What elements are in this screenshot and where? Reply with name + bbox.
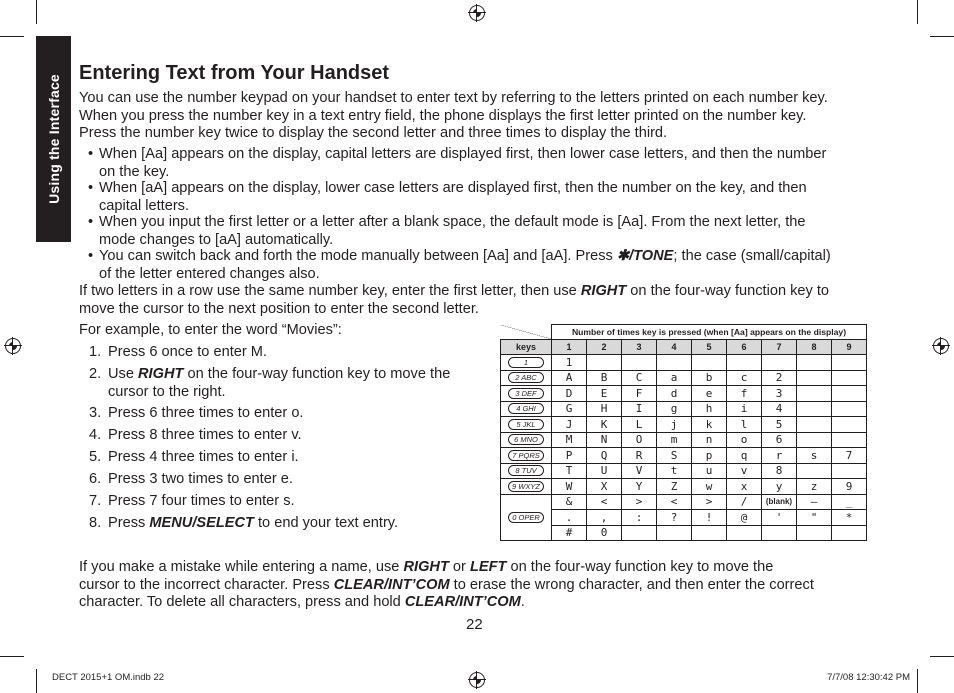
table-row: [501, 417, 867, 433]
table-cell: O: [622, 432, 657, 448]
table-cell: *: [832, 510, 867, 526]
bullet-text: When [aA] appears on the display, lower case letters are displayed first, then the number on the key, and then: [99, 180, 807, 196]
bullet-dot: •: [88, 214, 94, 230]
table-cell: h: [692, 401, 727, 417]
table-cell: ': [762, 510, 797, 526]
bullet-dot: •: [88, 248, 94, 264]
table-cell: !: [692, 510, 727, 526]
table-cell: [657, 525, 692, 541]
table-cell: G: [552, 401, 587, 417]
table-cell: [832, 386, 867, 402]
intro-line: When you press the number key in a text entry field, the phone displays the first letter printed on the number key.: [79, 107, 807, 124]
table-cell: [797, 386, 832, 402]
table-row: [501, 525, 867, 541]
key-name: RIGHT: [580, 283, 627, 299]
keypad-key-icon: 0 OPER: [508, 512, 544, 523]
key-name: RIGHT: [403, 559, 449, 575]
table-cell: J: [552, 417, 587, 433]
bullet-item: [88, 146, 889, 181]
table-cell: [727, 355, 762, 371]
table-cell: >: [692, 494, 727, 510]
table-cell: g: [657, 401, 692, 417]
keys-header: keys: [501, 340, 552, 355]
table-cell: 5: [762, 417, 797, 433]
table-cell: [797, 401, 832, 417]
table-cell: R: [622, 448, 657, 464]
key-cell: [501, 463, 552, 479]
tone-key-label: /TONE: [629, 248, 674, 264]
table-cell: [762, 525, 797, 541]
table-row: [501, 479, 867, 495]
table-cell: &: [552, 494, 587, 510]
table-cell: <: [657, 494, 692, 510]
table-cell: r: [762, 448, 797, 464]
table-cell: (blank): [762, 494, 797, 510]
table-row: [501, 510, 867, 526]
table-cell: A: [552, 370, 587, 386]
table-cell: [622, 355, 657, 371]
table-cell: w: [692, 479, 727, 495]
table-cell: L: [622, 417, 657, 433]
column-header: 3: [622, 340, 657, 355]
table-row: [501, 463, 867, 479]
bullet-text: mode changes to [aA] automatically.: [99, 231, 334, 248]
table-cell: [832, 432, 867, 448]
table-cell: o: [727, 432, 762, 448]
table-row: [501, 494, 867, 510]
table-cell: [797, 525, 832, 541]
table-cell: q: [727, 448, 762, 464]
table-cell: –: [797, 494, 832, 510]
key-cell: [501, 355, 552, 371]
table-cell: k: [692, 417, 727, 433]
bullet-text: on the key.: [99, 163, 170, 180]
table-cell: [622, 525, 657, 541]
table-cell: I: [622, 401, 657, 417]
crop-mark: [930, 656, 954, 657]
table-cell: 7: [832, 448, 867, 464]
table-cell: v: [727, 463, 762, 479]
key-cell: [501, 401, 552, 417]
footer-file: DECT 2015+1 OM.indb 22: [52, 672, 165, 683]
table-cell: [797, 370, 832, 386]
table-cell: H: [587, 401, 622, 417]
bullet-item: [88, 180, 889, 215]
column-header: 1: [552, 340, 587, 355]
key-name: MENU/SELECT: [149, 515, 254, 531]
crop-mark: [36, 669, 37, 693]
step-item: 6. Press 3 two times to enter e.: [89, 471, 293, 487]
table-cell: i: [727, 401, 762, 417]
crop-mark: [36, 0, 37, 24]
step-item: 7. Press 7 four times to enter s.: [89, 493, 295, 509]
page-number: 22: [466, 616, 483, 633]
bullet-text: ; the case (small/capital): [673, 248, 831, 264]
table-cell: Y: [622, 479, 657, 495]
step-item: 8. Press MENU/SELECT to end your text entry.: [89, 515, 399, 531]
page-title: Entering Text from Your Handset: [79, 62, 390, 84]
table-caption: Number of times key is pressed (when [Aa] appears on the display): [552, 325, 867, 340]
table-cell: m: [657, 432, 692, 448]
table-cell: 1: [552, 355, 587, 371]
registration-mark-icon: [468, 671, 486, 689]
table-cell: d: [657, 386, 692, 402]
table-cell: [692, 525, 727, 541]
key-name: CLEAR/INT’COM: [404, 594, 521, 610]
same-key-paragraph: If two letters in a row use the same number key, enter the first letter, then use RIGHT on the four-way function key to move the cursor to the next position to enter the second letter.: [79, 283, 830, 317]
key-cell: [501, 432, 552, 448]
table-cell: [832, 525, 867, 541]
table-cell: [692, 355, 727, 371]
crop-mark: [0, 656, 24, 657]
table-cell: >: [622, 494, 657, 510]
table-cell: W: [552, 479, 587, 495]
bullet-item: [88, 214, 889, 249]
star-tone-key: [617, 248, 674, 264]
table-cell: n: [692, 432, 727, 448]
table-cell: z: [797, 479, 832, 495]
table-cell: B: [587, 370, 622, 386]
column-header: 7: [762, 340, 797, 355]
step-item: 4. Press 8 three times to enter v.: [89, 427, 302, 443]
table-cell: u: [692, 463, 727, 479]
table-cell: [797, 355, 832, 371]
table-cell: <: [587, 494, 622, 510]
table-cell: V: [622, 463, 657, 479]
key-name: CLEAR/INT’COM: [333, 576, 450, 593]
key-cell: [501, 417, 552, 433]
table-row: [501, 401, 867, 417]
keypad-key-icon: 8 TUV: [508, 465, 544, 476]
bullet-item: [88, 248, 889, 283]
key-cell: [501, 494, 552, 541]
table-cell: C: [622, 370, 657, 386]
table-cell: [727, 525, 762, 541]
keypad-key-icon: 2 ABC: [508, 372, 544, 383]
keypad-key-icon: 1: [508, 357, 544, 368]
bullet-text: capital letters.: [99, 197, 190, 214]
table-cell: 6: [762, 432, 797, 448]
table-cell: 2: [762, 370, 797, 386]
table-cell: [832, 463, 867, 479]
table-cell: [832, 370, 867, 386]
registration-mark-icon: [932, 337, 950, 355]
table-cell: D: [552, 386, 587, 402]
keypad-key-icon: 6 MNO: [508, 434, 544, 445]
table-cell: _: [832, 494, 867, 510]
table-cell: F: [622, 386, 657, 402]
keypad-key-icon: 5 JKL: [508, 419, 544, 430]
table-cell: M: [552, 432, 587, 448]
column-header: 5: [692, 340, 727, 355]
asterisk-icon: ✱: [616, 248, 630, 264]
column-header: 9: [832, 340, 867, 355]
keypad-key-icon: 9 WXYZ: [508, 481, 544, 492]
table-cell: S: [657, 448, 692, 464]
table-row: [501, 370, 867, 386]
table-cell: j: [657, 417, 692, 433]
bullet-text: When [Aa] appears on the display, capital letters are displayed first, then lower case letters, and then the number: [99, 146, 827, 162]
table-cell: [657, 355, 692, 371]
section-tab-label: Using the Interface: [45, 74, 62, 204]
table-cell: 4: [762, 401, 797, 417]
table-cell: 9: [832, 479, 867, 495]
mistake-paragraph: If you make a mistake while entering a name, use RIGHT or LEFT on the four-way function key to move the cursor to the incorrect character. Press CLEAR/INT’COM to erase the wrong character, and then enter the correct character. To delete all characters, press and hold CLEAR/INT’COM.: [79, 559, 814, 610]
table-cell: [832, 417, 867, 433]
table-row: [501, 355, 867, 371]
table-cell: @: [727, 510, 762, 526]
table-cell: #: [552, 525, 587, 541]
table-cell: K: [587, 417, 622, 433]
table-cell: Q: [587, 448, 622, 464]
table-cell: b: [692, 370, 727, 386]
corner-cell: [501, 325, 552, 340]
table-cell: X: [587, 479, 622, 495]
step-item: 2. Use RIGHT on the four-way function key to move the cursor to the right.: [89, 366, 451, 400]
crop-mark: [917, 0, 918, 24]
step-item: 1. Press 6 once to enter M.: [89, 344, 267, 360]
table-cell: ": [797, 510, 832, 526]
table-cell: s: [797, 448, 832, 464]
bullet-text: You can switch back and forth the mode manually between [Aa] and [aA]. Press: [99, 248, 617, 264]
intro-line: Press the number key twice to display the second letter and three times to display the third.: [79, 125, 668, 141]
column-header: 4: [657, 340, 692, 355]
table-cell: a: [657, 370, 692, 386]
step-item: 5. Press 4 three times to enter i.: [89, 449, 299, 465]
crop-mark: [930, 36, 954, 37]
step-item: 3. Press 6 three times to enter o.: [89, 405, 304, 421]
table-cell: [797, 432, 832, 448]
table-cell: U: [587, 463, 622, 479]
table-cell: :: [622, 510, 657, 526]
table-cell: /: [727, 494, 762, 510]
registration-mark-icon: [4, 337, 22, 355]
registration-mark-icon: [468, 4, 486, 22]
keypad-key-icon: 7 PQRS: [508, 450, 544, 461]
table-cell: x: [727, 479, 762, 495]
table-cell: l: [727, 417, 762, 433]
column-header: 8: [797, 340, 832, 355]
column-header: 2: [587, 340, 622, 355]
key-cell: [501, 386, 552, 402]
table-cell: [832, 401, 867, 417]
table-cell: Z: [657, 479, 692, 495]
key-cell: [501, 370, 552, 386]
table-cell: y: [762, 479, 797, 495]
table-cell: N: [587, 432, 622, 448]
bullet-dot: •: [88, 180, 94, 196]
table-cell: T: [552, 463, 587, 479]
footer-timestamp: 7/7/08 12:30:42 PM: [827, 672, 910, 683]
crop-mark: [0, 36, 24, 37]
crop-mark: [917, 669, 918, 693]
example-intro: For example, to enter the word “Movies”:: [79, 322, 342, 338]
table-cell: f: [727, 386, 762, 402]
table-cell: [797, 463, 832, 479]
table-cell: 0: [587, 525, 622, 541]
table-cell: p: [692, 448, 727, 464]
column-header: 6: [727, 340, 762, 355]
table-row: [501, 386, 867, 402]
table-cell: .: [552, 510, 587, 526]
table-cell: [762, 355, 797, 371]
intro-line: You can use the number keypad on your handset to enter text by referring to the letters printed on each number key.: [79, 90, 828, 106]
section-tab: [36, 36, 71, 242]
bullet-text: of the letter entered changes also.: [99, 265, 320, 282]
table-cell: 8: [762, 463, 797, 479]
character-table: [500, 324, 867, 541]
key-name: LEFT: [469, 559, 507, 575]
key-cell: [501, 479, 552, 495]
bullet-dot: •: [88, 146, 94, 162]
table-row: [501, 448, 867, 464]
key-cell: [501, 448, 552, 464]
table-cell: [832, 355, 867, 371]
table-cell: [587, 355, 622, 371]
table-cell: ,: [587, 510, 622, 526]
table-cell: c: [727, 370, 762, 386]
table-cell: e: [692, 386, 727, 402]
table-cell: E: [587, 386, 622, 402]
table-cell: ?: [657, 510, 692, 526]
bullet-text: When you input the first letter or a letter after a blank space, the default mode is [Aa]. From the next letter, the: [99, 214, 806, 230]
table-cell: P: [552, 448, 587, 464]
key-name: RIGHT: [138, 366, 184, 382]
keypad-key-icon: 3 DEF: [508, 388, 544, 399]
table-cell: 3: [762, 386, 797, 402]
table-cell: t: [657, 463, 692, 479]
table-row: [501, 432, 867, 448]
intro-paragraph: [79, 90, 879, 143]
keypad-key-icon: 4 GHI: [508, 403, 544, 414]
table-cell: [797, 417, 832, 433]
